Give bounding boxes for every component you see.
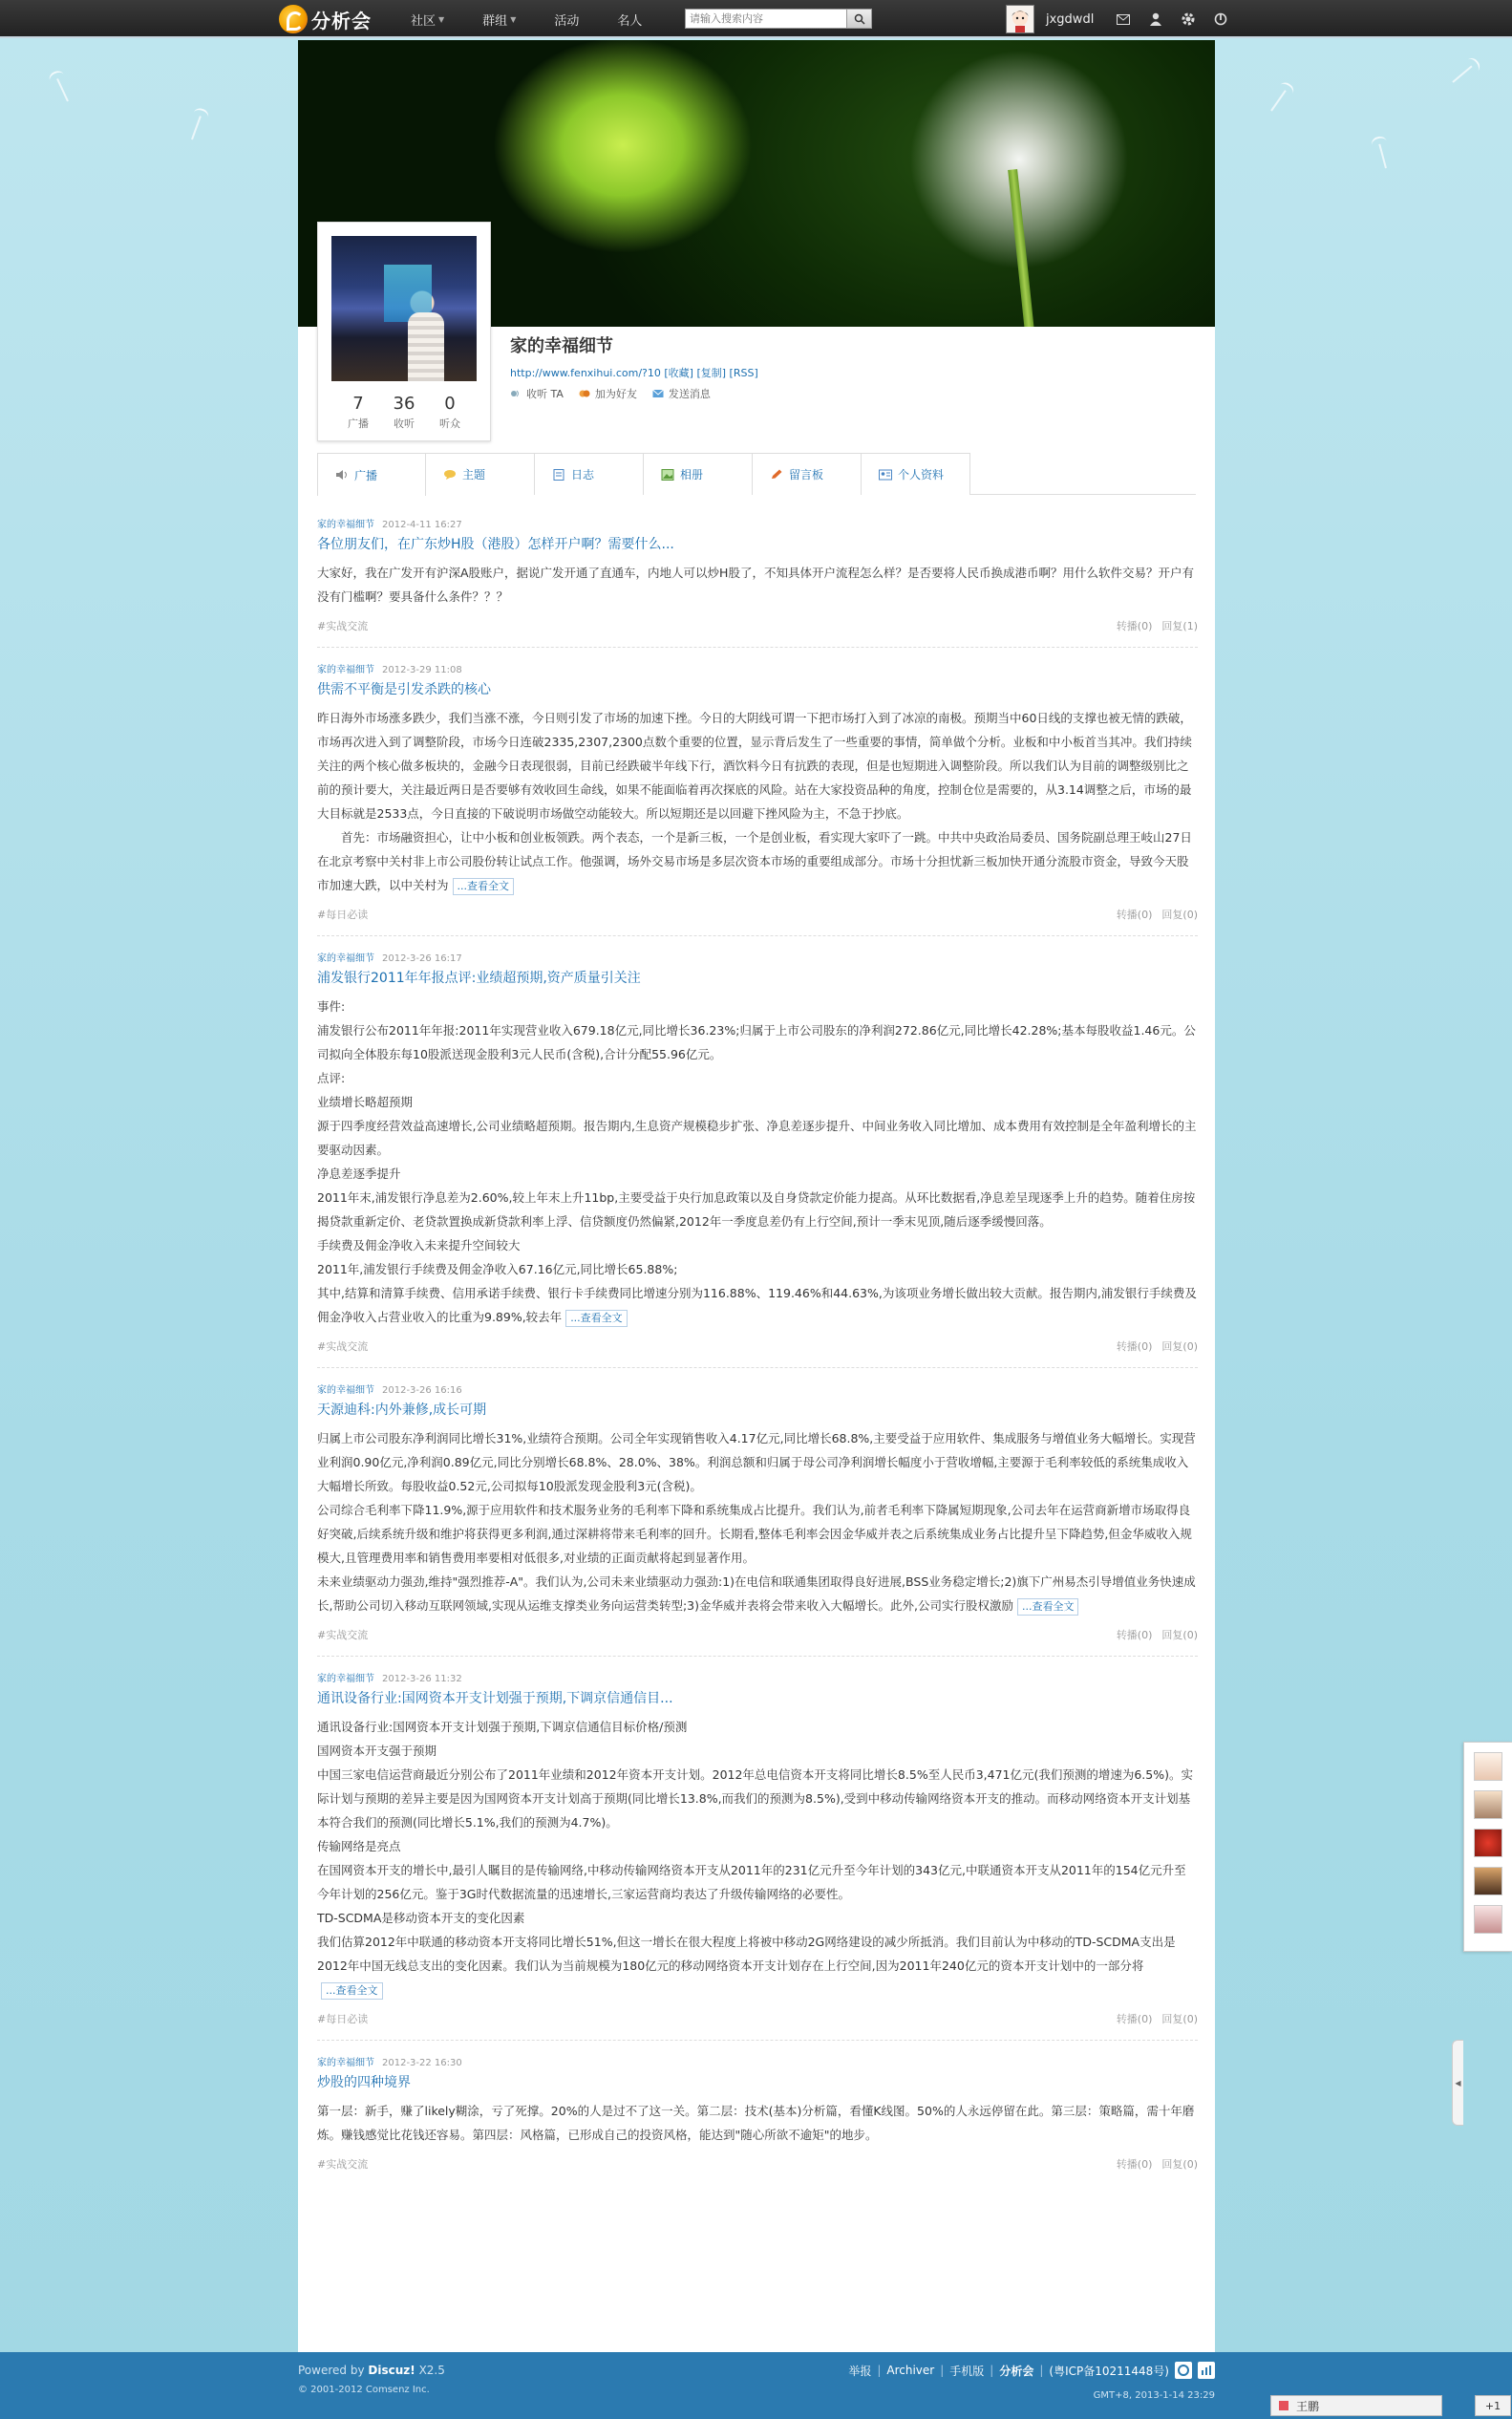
profile-tabs (317, 453, 1196, 495)
stat-following[interactable] (383, 395, 425, 431)
power-icon[interactable] (1210, 9, 1231, 30)
mail-icon[interactable] (1113, 9, 1134, 30)
post-meta (317, 1670, 1198, 1684)
follow-button[interactable] (510, 386, 564, 401)
profile-url-link[interactable]: http://www.fenxihui.com/?10 (510, 367, 661, 379)
tab-album[interactable] (644, 453, 753, 495)
profile-photo[interactable] (331, 236, 477, 381)
forward-link[interactable]: 转播(0) (1116, 2158, 1153, 2171)
reply-link[interactable]: 回复(1) (1161, 620, 1198, 632)
post-paragraph: 净息差逐季提升 (317, 1167, 401, 1181)
profile-page (298, 40, 1215, 2352)
post-tag[interactable]: #实战交流 (317, 2158, 369, 2171)
footer-link-report[interactable]: 举报 (848, 2364, 872, 2378)
friend-avatar[interactable] (1474, 1829, 1502, 1857)
post-paragraph: 业绩增长略超预期 (317, 1095, 414, 1109)
post-footer (317, 907, 1198, 922)
powered-by (298, 2364, 445, 2377)
post-paragraph: 手续费及佣金净收入未来提升空间较大 (317, 1238, 521, 1252)
forward-link[interactable]: 转播(0) (1116, 1629, 1153, 1641)
chat-tab[interactable] (1270, 2395, 1442, 2416)
forward-link[interactable]: 转播(0) (1116, 2013, 1153, 2025)
post-title[interactable]: 通讯设备行业:国网资本开支计划强于预期,下调京信通信目... (317, 1691, 673, 1706)
divider: | (1039, 2364, 1044, 2377)
main-nav (411, 0, 680, 38)
nav-item-community[interactable] (411, 11, 444, 29)
tab-topics[interactable] (426, 453, 535, 495)
friend-avatar[interactable] (1474, 1752, 1502, 1781)
post-body (317, 561, 1198, 609)
footer-link-archiver[interactable]: Archiver (886, 2364, 935, 2377)
stats-badge-icon[interactable] (1198, 2362, 1215, 2379)
post-body (317, 1426, 1198, 1617)
footer-link-home[interactable]: 分析会 (999, 2364, 1034, 2378)
footer-link-mobile[interactable]: 手机版 (949, 2364, 985, 2378)
avatar-cartoon-icon (1007, 6, 1033, 32)
chevron-down-icon: ▼ (438, 14, 445, 24)
forward-link[interactable]: 转播(0) (1116, 620, 1153, 632)
powered-label: Powered by (298, 2364, 365, 2377)
add-friend-button[interactable] (579, 386, 637, 401)
post-time: 2012-3-29 11:08 (382, 665, 462, 675)
tab-label: 日志 (571, 468, 595, 482)
album-icon (661, 469, 674, 481)
post-footer (317, 2156, 1198, 2172)
profile-url-actions[interactable]: [收藏] [复制] [RSS] (664, 367, 758, 379)
divider: | (990, 2364, 994, 2377)
chevron-left-icon: ◀ (1455, 2078, 1461, 2087)
post-title[interactable]: 天源迪科:内外兼修,成长可期 (317, 1402, 487, 1418)
post-author[interactable]: 家的幸福细节 (317, 520, 374, 530)
post-body (317, 2099, 1198, 2147)
friend-avatar[interactable] (1474, 1867, 1502, 1895)
post-paragraph: 我们估算2012年中联通的移动资本开支将同比增长51%,但这一增长在很大程度上将被中移动2G网络建设的减少所抵消。我们目前认为中移动的TD-SCDMA支出是2012年中国无线总支出的变化因素。我们认为当前规模为180亿元的移动网络资本开支计划存在上行空间,因为2011年240亿元的资本开支计划中的一部分将 (317, 1935, 1176, 1973)
post-paragraph: 浦发银行公布2011年年报:2011年实现营业收入679.18亿元,同比增长36.23%;归属于上市公司股东的净利润272.86亿元,同比增长42.28%;基本每股收益1.46元。公司拟向全体股东每10股派送现金股利3元人民币(含税),合计分配55.96亿元。 (317, 1023, 1196, 1061)
search-button[interactable] (847, 9, 872, 29)
post-title[interactable]: 浦发银行2011年年报点评:业绩超预期,资产质量引关注 (317, 971, 641, 986)
divider: | (940, 2364, 945, 2377)
tab-label: 广播 (354, 468, 378, 482)
divider: | (877, 2364, 882, 2377)
friend-avatar[interactable] (1474, 1790, 1502, 1819)
post-meta (317, 2054, 1198, 2068)
search-input[interactable] (685, 9, 847, 29)
username[interactable]: jxgdwdl (1046, 11, 1095, 27)
brand-link[interactable]: Discuz! (368, 2364, 415, 2377)
action-label: 发送消息 (668, 388, 711, 400)
feed-post (317, 661, 1198, 936)
send-message-button[interactable] (652, 386, 711, 401)
post-paragraph: 传输网络是亮点 (317, 1839, 401, 1853)
reply-link[interactable]: 回复(0) (1161, 1340, 1198, 1353)
stat-value: 0 (444, 394, 456, 414)
post-paragraph: 事件: (317, 999, 346, 1014)
footer-link-icp[interactable]: (粤ICP备10211448号) (1049, 2364, 1169, 2378)
tab-label: 个人资料 (898, 468, 945, 482)
post-time: 2012-3-26 16:17 (382, 953, 462, 964)
user-menu (1006, 4, 1237, 34)
post-title[interactable]: 供需不平衡是引发杀跌的核心 (317, 682, 491, 697)
post-paragraph: 2011年,浦发银行手续费及佣金净收入67.16亿元,同比增长65.88%; (317, 1262, 678, 1276)
post-meta (317, 950, 1198, 964)
tab-label: 主题 (462, 468, 486, 482)
post-paragraph: TD-SCDMA是移动资本开支的变化因素 (317, 1911, 525, 1925)
dandelion-seed-decoration (191, 116, 202, 139)
dandelion-seed-decoration (1378, 144, 1387, 169)
tab-label: 相册 (680, 468, 704, 482)
reply-link[interactable]: 回复(0) (1161, 2158, 1198, 2171)
tab-broadcast[interactable] (317, 453, 426, 496)
tab-blog[interactable] (535, 453, 644, 495)
friend-avatar[interactable] (1474, 1905, 1502, 1934)
post-paragraph: 大家好，我在广发开有沪深A股账户，据说广发开通了直通车，内地人可以炒H股了，不知具体开户流程怎么样？是否要将人民币换成港币啊？用什么软件交易？开户有没有门槛啊？要具备什么条件？？？ (317, 566, 1194, 604)
post-tag[interactable]: #实战交流 (317, 1629, 369, 1641)
nav-label: 活动 (554, 13, 580, 29)
reply-link[interactable]: 回复(0) (1161, 2013, 1198, 2025)
post-paragraph: 未来业绩驱动力强劲,维持"强烈推荐-A"。我们认为,公司未来业绩驱动力强劲:1)在电信和联通集团取得良好进展,BSS业务稳定增长;2)旗下广州易杰引导增值业务快速成长,帮助公司切入移动互联网领域,实现从运维支撑类业务向运营类转型;3)金华威并表将会带来收入大幅增长。此外,公司实行股权激励 (317, 1574, 1196, 1613)
user-icon[interactable] (1145, 9, 1166, 30)
read-more-link[interactable]: ...查看全文 (453, 878, 515, 895)
post-meta (317, 661, 1198, 675)
post-body (317, 706, 1198, 897)
nav-label: 社区 (411, 13, 437, 29)
stat-broadcasts[interactable] (337, 395, 379, 431)
logo-text: 分析会 (311, 9, 372, 32)
dandelion-seed-decoration (56, 78, 69, 101)
nav-item-events[interactable] (554, 11, 579, 29)
stat-followers[interactable] (429, 395, 471, 431)
footer-links (848, 2362, 1215, 2379)
cnzz-badge-icon[interactable] (1175, 2362, 1192, 2379)
nav-label: 群组 (482, 13, 508, 29)
post-tag[interactable]: #实战交流 (317, 1340, 369, 1353)
post-time: 2012-3-26 11:32 (382, 1674, 462, 1684)
stat-label: 广播 (348, 417, 369, 430)
avatar[interactable] (1006, 5, 1034, 33)
post-body (317, 1715, 1198, 2002)
action-label: 加为好友 (594, 388, 637, 400)
chat-toggle-button[interactable]: +1 (1475, 2395, 1511, 2416)
nav-item-groups[interactable] (482, 11, 516, 29)
sidebar-collapse-handle[interactable] (1452, 2040, 1463, 2126)
online-friends-bar (1463, 1742, 1512, 1952)
feed-post (317, 950, 1198, 1368)
post-footer (317, 2011, 1198, 2026)
nav-item-celebrities[interactable] (617, 11, 642, 29)
feed-post (317, 516, 1198, 648)
post-tag[interactable]: #每日必读 (317, 909, 369, 921)
stat-label: 收听 (394, 417, 415, 430)
post-footer (317, 1338, 1198, 1354)
profile-card-icon (879, 469, 892, 481)
post-author[interactable]: 家的幸福细节 (317, 2058, 374, 2068)
post-meta (317, 516, 1198, 530)
post-author[interactable]: 家的幸福细节 (317, 1674, 374, 1684)
post-meta (317, 1381, 1198, 1396)
post-paragraph: 点评: (317, 1071, 346, 1085)
post-paragraph: 中国三家电信运营商最近分别公布了2011年业绩和2012年资本开支计划。2012年总电信资本开支将同比增长8.5%至人民币3,471亿元(我们预测的增速为6.5%)。实际计划与预期的差异主要是因为国网资本开支计划高于预期(同比增长13.8%,而我们的预测为8.5%),受到中移动传输网络资本开支的推动。而移动网络资本开支计划基本符合我们的预测(同比增长5.1%,我们的预测为4.7%)。 (317, 1767, 1193, 1830)
profile-actions (510, 386, 726, 401)
post-paragraph: 第一层：新手，赚了likely糊涂，亏了死撑。20%的人是过不了这一关。第二层：技术(基本)分析篇，看懂K线图。50%的人永远停留在此。第三层：策略篇，需十年磨炼。赚钱感觉比花钱还容易。第四层：风格篇，已形成自己的投资风格，能达到"随心所欲不逾矩"的地步。 (317, 2104, 1195, 2142)
feed-post (317, 1670, 1198, 2041)
server-time: GMT+8, 2013-1-14 23:29 (1093, 2390, 1215, 2401)
forward-link[interactable]: 转播(0) (1116, 909, 1153, 921)
post-footer (317, 618, 1198, 633)
profile-name: 家的幸福细节 (510, 336, 613, 356)
post-paragraph: 2011年末,浦发银行净息差为2.60%,较上年末上升11bp,主要受益于央行加息政策以及自身贷款定价能力提高。从环比数据看,净息差呈现逐季上升的趋势。随着住房按揭贷款重新定价、老贷款置换成新贷款利率上浮、信贷额度仍然偏紧,2012年一季度息差仍有上行空间,预计一季末见顶,随后逐季缓慢回落。 (317, 1190, 1196, 1229)
post-title[interactable]: 炒股的四种境界 (317, 2075, 411, 2090)
feed-post (317, 2054, 1198, 2185)
tab-label: 留言板 (789, 468, 824, 482)
search-icon (854, 13, 865, 25)
speaker-icon (335, 469, 349, 481)
stat-value: 7 (352, 394, 364, 414)
post-paragraph: 国网资本开支强于预期 (317, 1744, 437, 1758)
stat-value: 36 (393, 394, 415, 414)
gear-icon[interactable] (1178, 9, 1199, 30)
dandelion-seed-decoration (1270, 90, 1287, 111)
tab-profile-info[interactable] (862, 453, 970, 495)
post-tag[interactable]: #实战交流 (317, 620, 369, 632)
post-author[interactable]: 家的幸福细节 (317, 953, 374, 964)
blog-icon (552, 469, 565, 481)
post-time: 2012-3-22 16:30 (382, 2058, 462, 2068)
chat-status-icon (1279, 2401, 1288, 2410)
chevron-down-icon: ▼ (510, 14, 517, 24)
reply-link[interactable]: 回复(0) (1161, 909, 1198, 921)
post-paragraph: 归属上市公司股东净利润同比增长31%,业绩符合预期。公司全年实现销售收入4.17亿元,同比增长68.8%,主要受益于应用软件、集成服务与增值业务大幅增长。实现营业利润0.90亿元,净利润0.89亿元,同比分别增长68.8%、28.0%、38%。利润总额和归属于母公司净利润增长幅度小于营收增幅,主要源于毛利率较低的系统集成收入大幅增长所致。每股收益0.52元,公司拟每10股派发现金股利3元(含税)。 (317, 1431, 1196, 1493)
top-navbar (0, 0, 1512, 38)
follow-icon (510, 388, 522, 399)
post-body (317, 995, 1198, 1329)
post-paragraph: 源于四季度经营效益高速增长,公司业绩略超预期。报告期内,生息资产规模稳步扩张、净息差逐步提升、中间业务收入同比增加、成本费用有效控制是全年盈利增长的主要驱动因素。 (317, 1119, 1197, 1157)
version-label: X2.5 (418, 2364, 445, 2377)
read-more-link[interactable]: ...查看全文 (321, 1982, 383, 2000)
forward-link[interactable]: 转播(0) (1116, 1340, 1153, 1353)
post-author[interactable]: 家的幸福细节 (317, 1385, 374, 1396)
action-label: 收听 TA (526, 388, 564, 400)
broadcast-feed (317, 516, 1198, 2198)
post-time: 2012-3-26 16:16 (382, 1385, 462, 1396)
post-paragraph: 在国网资本开支的增长中,最引人瞩目的是传输网络,中移动传输网络资本开支从2011年的231亿元升至今年计划的343亿元,中联通资本开支从2011年的154亿元升至今年计划的256亿元。鉴于3G时代数据流量的迅速增长,三家运营商均表达了升级传输网络的必要性。 (317, 1863, 1186, 1901)
profile-url-line (510, 365, 758, 380)
logo-mark-icon (279, 5, 308, 33)
pencil-icon (770, 469, 783, 481)
post-footer (317, 1627, 1198, 1642)
message-icon (652, 388, 664, 399)
post-paragraph: 公司综合毛利率下降11.9%,源于应用软件和技术服务业务的毛利率下降和系统集成占比提升。我们认为,前者毛利率下降属短期现象,公司去年在运营商新增市场取得良好突破,后续系统升级和维护将获得更多利润,通过深耕将带来毛利率的回升。长期看,整体毛利率会因金华威并表之后系统集成业务占比提升呈下降趋势,但金华威收入规模大,且管理费用率和销售费用率要相对低很多,对业绩的正面贡献将起到显著作用。 (317, 1503, 1192, 1565)
add-friend-icon (579, 388, 590, 399)
profile-card (317, 222, 491, 441)
reply-link[interactable]: 回复(0) (1161, 1629, 1198, 1641)
feed-post (317, 1381, 1198, 1657)
dandelion-seed-decoration (1452, 66, 1472, 83)
chat-contact-name: 王鹏 (1296, 2399, 1320, 2413)
site-logo[interactable] (279, 4, 372, 34)
topic-icon (443, 469, 457, 481)
post-paragraph: 昨日海外市场涨多跌少，我们当涨不涨，今日则引发了市场的加速下挫。今日的大阴线可谓一下把市场打入到了冰凉的南极。预期当中60日线的支撑也被无情的跌破，市场再次进入到了调整阶段，市场今日连破2335,2307,2300点数个重要的位置，显示背后发生了一些重要的事情，简单做个分析。业板和中小板首当其冲。我们持续关注的两个核心做多板块的，金融今日表现很弱，目前已经跌破半年线下行，酒饮料今日有抗跌的表现，但是也短期进入调整阶段。所以我们认为目前的调整级别比之前的预计要大，关注最近两日是否要够有效收回生命线，如果不能面临着再次探底的风险。站在大家投资品种的角度，控制仓位是需要的，从3.14调整之后，市场的最大目标就是2533点，今日直接的下破说明市场做空动能较大。所以短期还是以回避下挫风险为主，不急于抄底。 (317, 711, 1192, 821)
profile-stats (331, 395, 477, 431)
tab-guestbook[interactable] (753, 453, 862, 495)
post-title[interactable]: 各位朋友们，在广东炒H股（港股）怎样开户啊？需要什么... (317, 537, 674, 552)
post-tag[interactable]: #每日必读 (317, 2013, 369, 2025)
read-more-link[interactable]: ...查看全文 (1017, 1598, 1079, 1616)
copyright: © 2001-2012 Comsenz Inc. (298, 2385, 430, 2395)
post-time: 2012-4-11 16:27 (382, 520, 462, 530)
post-paragraph: 其中,结算和清算手续费、信用承诺手续费、银行卡手续费同比增速分别为116.88%、119.46%和44.63%,为该项业务增长做出较大贡献。报告期内,浦发银行手续费及佣金净收入占营业收入的比重为9.89%,较去年 (317, 1286, 1197, 1324)
post-paragraph: 通讯设备行业:国网资本开支计划强于预期,下调京信通信目标价格/预测 (317, 1720, 688, 1734)
search-box (685, 9, 872, 29)
stat-label: 听众 (439, 417, 460, 430)
post-author[interactable]: 家的幸福细节 (317, 665, 374, 675)
nav-label: 名人 (617, 13, 643, 29)
post-paragraph: 首先：市场融资担心，让中小板和创业板领跌。两个表态，一个是新三板，一个是创业板，看实现大家吓了一跳。中共中央政治局委员、国务院副总理王岐山27日在北京考察中关村非上市公司股份转让试点工作。他强调，场外交易市场是多层次资本市场的重要组成部分。市场十分担忧新三板加快开通分流股市资金，导致今天股市加速大跌，以中关村为 (317, 830, 1192, 892)
read-more-link[interactable]: ...查看全文 (565, 1310, 628, 1327)
